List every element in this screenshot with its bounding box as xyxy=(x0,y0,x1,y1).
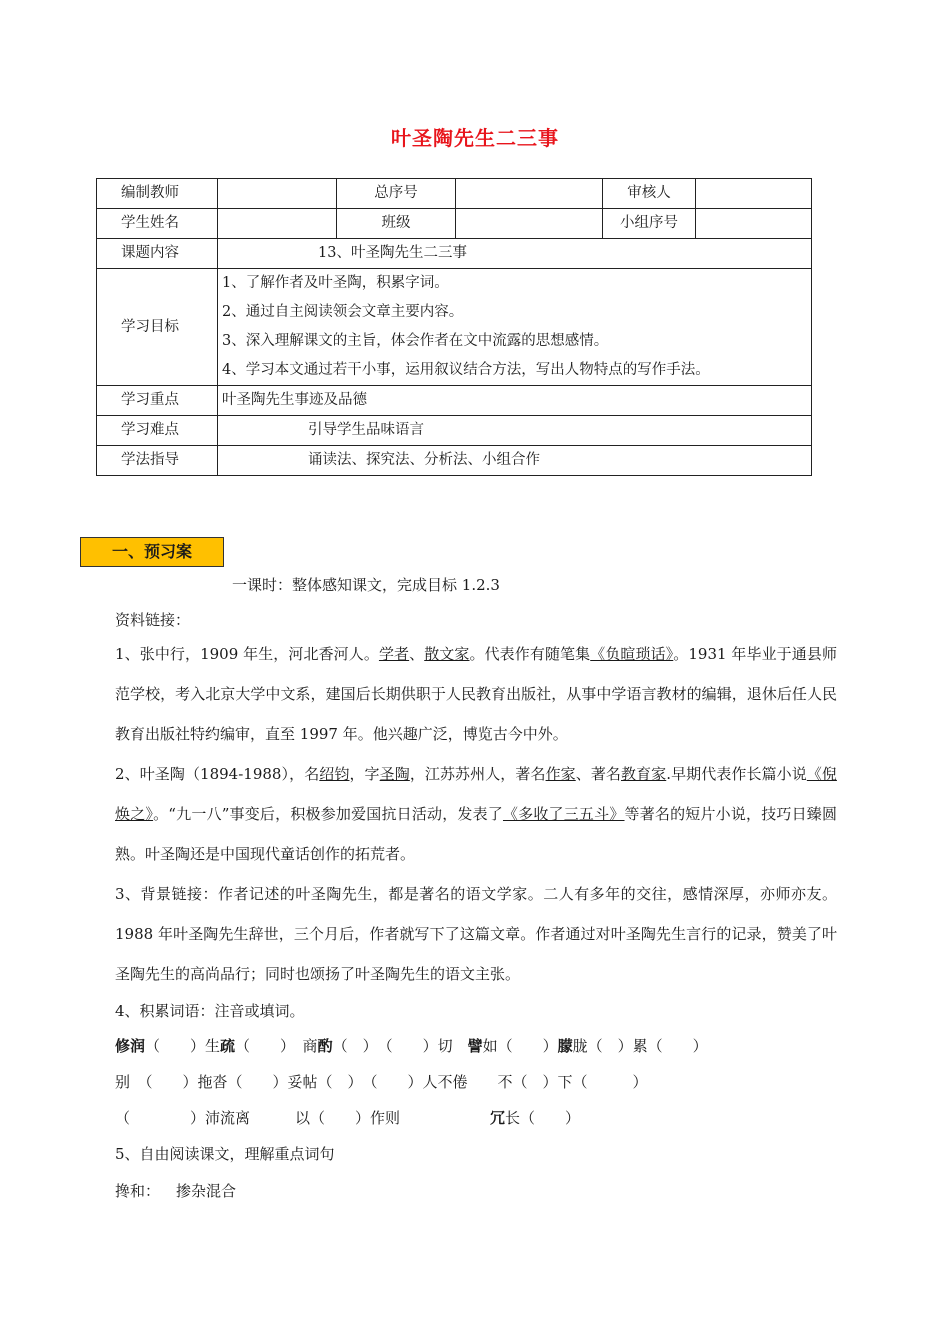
teacher-label: 编制教师 xyxy=(97,179,218,209)
serial-label: 总序号 xyxy=(337,179,456,209)
goals-label: 学习目标 xyxy=(97,269,218,386)
vocab-line-1: 修润（ ）生疏（ ） 商酌（ ） （ ）切 譬如（ ）朦胧（ ）累（ ） xyxy=(115,1037,708,1055)
method-value: 诵读法、探究法、分析法、小组合作 xyxy=(218,446,812,476)
paragraph-6: 搀和： 掺杂混合 xyxy=(115,1182,237,1200)
focus-value: 叶圣陶先生事迹及品德 xyxy=(218,386,812,416)
goal-item: 4、学习本文通过若干小事，运用叙议结合方法，写出人物特点的写作手法。 xyxy=(222,362,710,378)
method-label: 学法指导 xyxy=(97,446,218,476)
focus-label: 学习重点 xyxy=(97,386,218,416)
paragraph-4: 4、积累词语：注音或填词。 xyxy=(115,1002,305,1020)
goals-list xyxy=(218,269,812,386)
class-label: 班级 xyxy=(337,209,456,239)
goal-item: 1、了解作者及叶圣陶，积累字词。 xyxy=(222,275,449,291)
info-table xyxy=(96,178,812,476)
reviewer-value[interactable] xyxy=(696,179,812,209)
topic-value: 13、叶圣陶先生二三事 xyxy=(218,239,812,269)
student-value[interactable] xyxy=(218,209,337,239)
resource-heading: 资料链接： xyxy=(115,611,191,629)
lesson-note: 一课时：整体感知课文，完成目标 1.2.3 xyxy=(232,576,500,594)
group-value[interactable] xyxy=(696,209,812,239)
group-label: 小组序号 xyxy=(603,209,696,239)
difficulty-value: 引导学生品味语言 xyxy=(218,416,812,446)
paragraph-1: 1、张中行，1909 年生，河北香河人。学者、散文家。代表作有随笔集《负暄琐话》。1931 年毕业于通县师范学校，考入北京大学中文系，建国后长期供职于人民教育出版社，从事中学语言教材的编辑，退休后任人民教育出版社特约编审，直至 1997 年。他兴趣广泛，博览古今中外。 xyxy=(115,645,837,743)
goal-item: 3、深入理解课文的主旨，体会作者在文中流露的思想感情。 xyxy=(222,333,609,349)
paragraph-3: 3、背景链接：作者记述的叶圣陶先生，都是著名的语文学家。二人有多年的交往，感情深厚，亦师亦友。1988 年叶圣陶先生辞世，三个月后，作者就写下了这篇文章。作者通过对叶圣陶先生言行的记录，赞美了叶圣陶先生的高尚品行；同时也颂扬了叶圣陶先生的语文主张。 xyxy=(115,885,837,983)
goal-item: 2、通过自主阅读领会文章主要内容。 xyxy=(222,304,464,320)
student-label: 学生姓名 xyxy=(97,209,218,239)
section-heading: 一、预习案 xyxy=(80,537,224,567)
paragraph-2: 2、叶圣陶（1894-1988），名绍钧，字圣陶，江苏苏州人，著名作家、著名教育家.早期代表作长篇小说《倪焕之》。“九一八”事变后，积极参加爱国抗日活动，发表了《多收了三五斗》等著名的短片小说，技巧日臻圆熟。叶圣陶还是中国现代童话创作的拓荒者。 xyxy=(115,765,837,863)
topic-label: 课题内容 xyxy=(97,239,218,269)
vocab-line-2: 别 （ ）拖沓（ ）妥帖（ ） （ ）人不倦 不（ ）下（ ） xyxy=(115,1073,648,1091)
teacher-value[interactable] xyxy=(218,179,337,209)
vocab-line-3: （ ）沛流离 以（ ）作则 冗长（ ） xyxy=(115,1109,581,1127)
serial-value[interactable] xyxy=(456,179,603,209)
paragraph-5: 5、自由阅读课文，理解重点词句 xyxy=(115,1145,335,1163)
page-title: 叶圣陶先生二三事 xyxy=(391,126,559,150)
reviewer-label: 审核人 xyxy=(603,179,696,209)
difficulty-label: 学习难点 xyxy=(97,416,218,446)
class-value[interactable] xyxy=(456,209,603,239)
